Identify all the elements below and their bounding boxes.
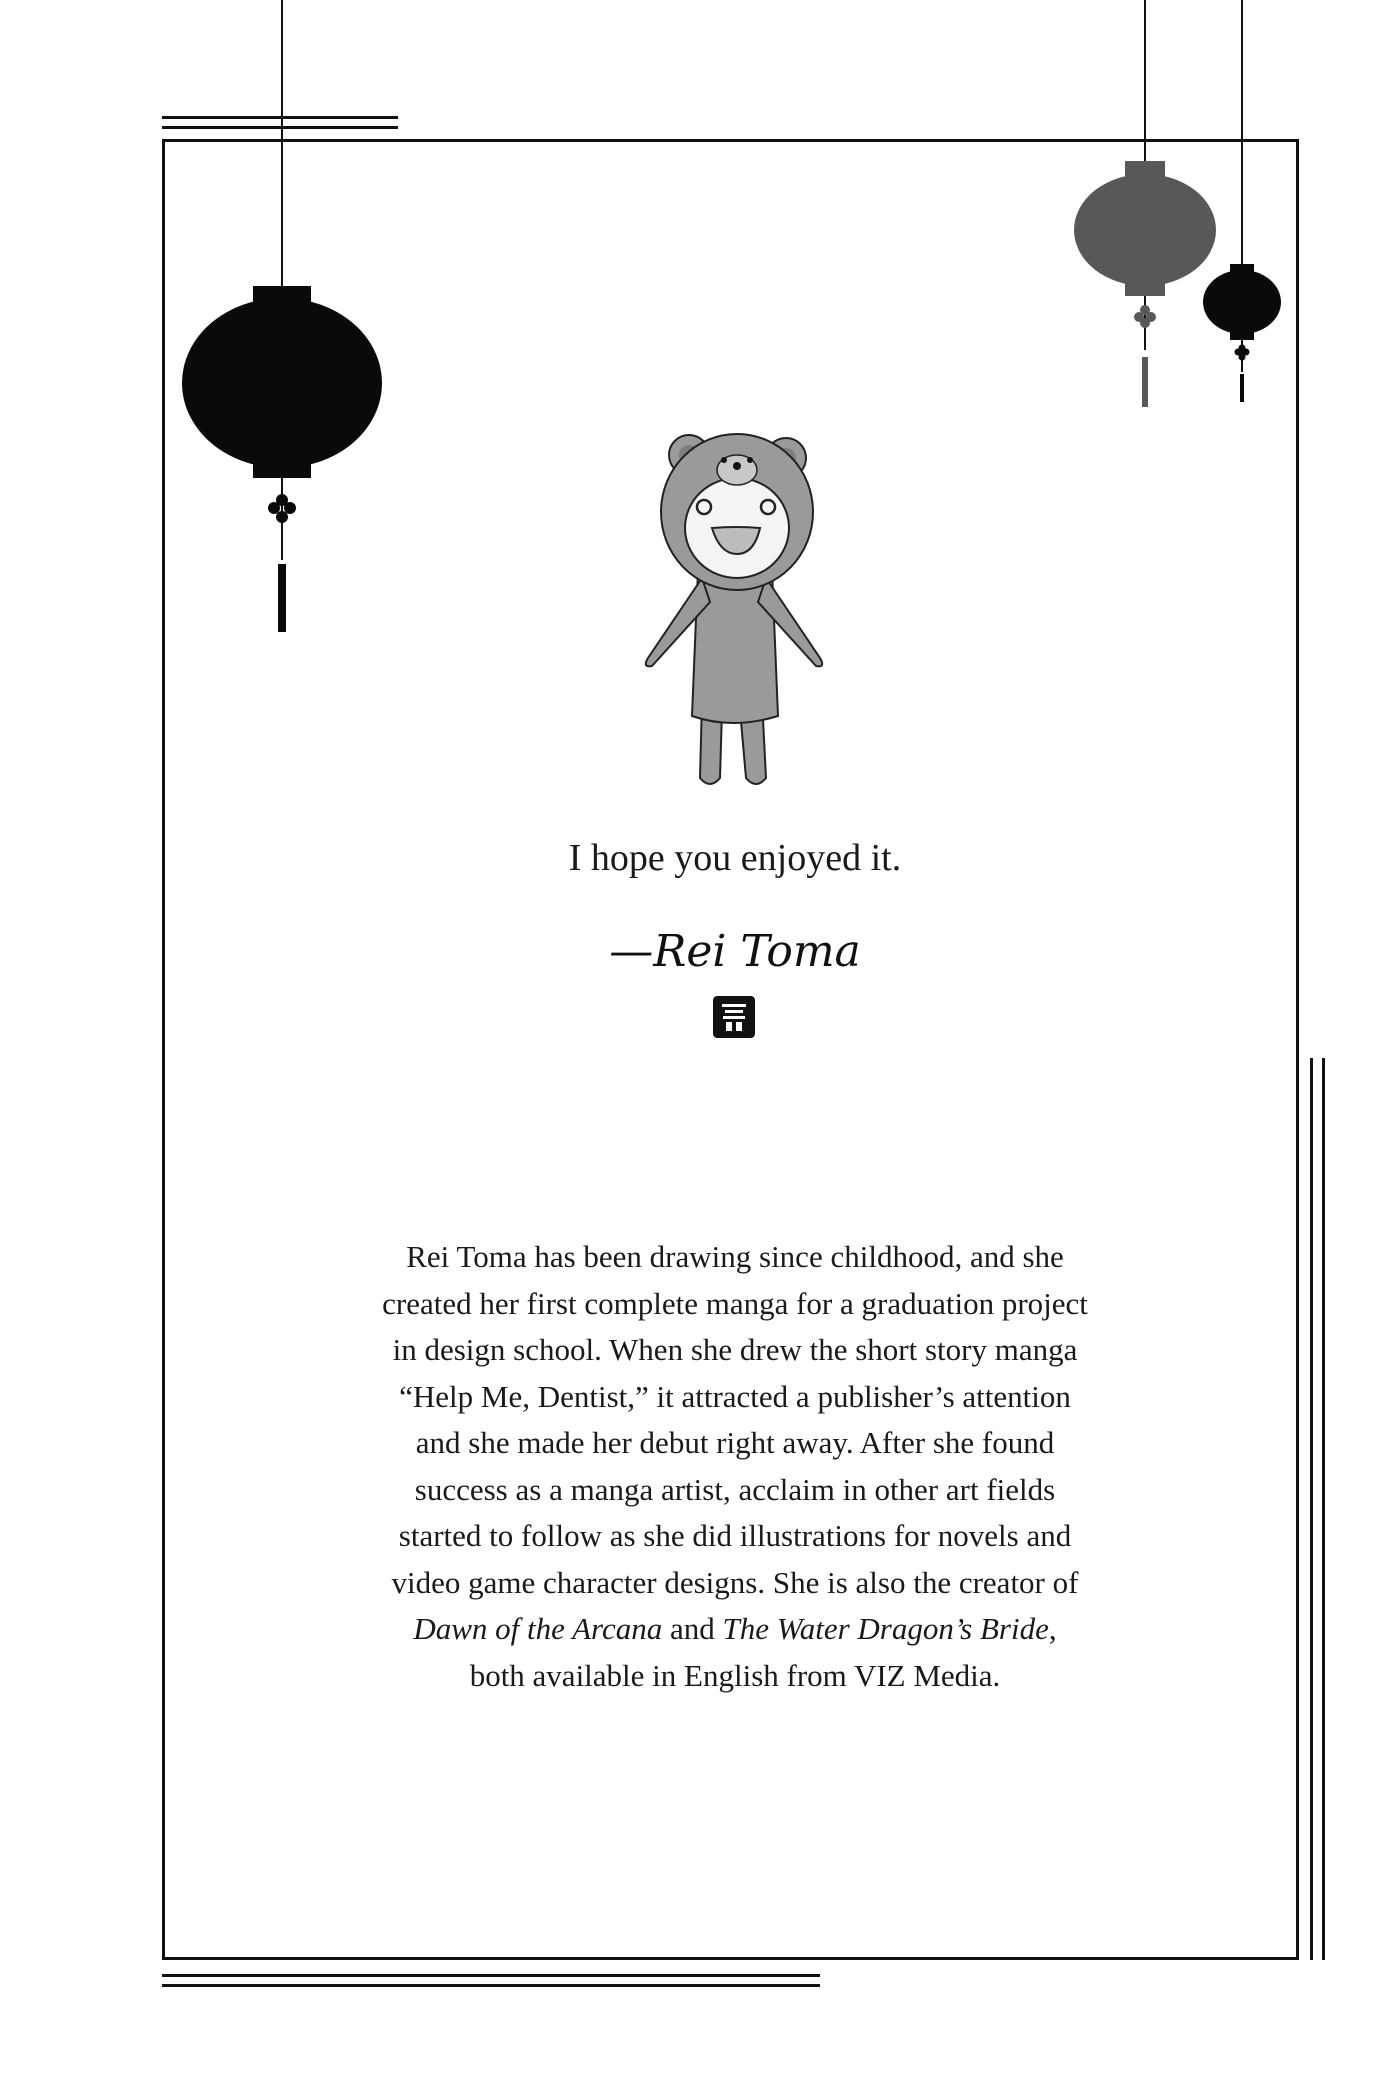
bio-line: both available in English from VIZ Media. [469,1657,1001,1693]
author-bio [330,1234,1140,1699]
bio-connector: and [662,1611,723,1646]
lantern-small-right [1200,0,1284,410]
author-bear-chibi-illustration [640,430,830,790]
seal-stamp [713,996,755,1038]
book-title: The Water Dragon’s Bride [722,1611,1049,1646]
bio-line: Rei Toma has been drawing since childhood, and she [406,1239,1064,1274]
right-vertical-rule [1310,1058,1313,1960]
book-title: Dawn of the Arcana [413,1611,663,1646]
lantern-large-left [180,0,390,640]
bio-line: video game character designs. She is also the creator of [391,1564,1079,1600]
bottom-left-rule [162,1984,820,1987]
bio-line: in design school. When she drew the short story manga [392,1332,1078,1367]
bio-line: started to follow as she did illustrations for novels and [398,1518,1072,1553]
author-signature: —Rei Toma [609,926,861,977]
right-vertical-rule [1322,1058,1325,1960]
closing-quote: I hope you enjoyed it. [568,837,902,879]
bio-line: “Help Me, Dentist,” it attracted a publisher’s attention [399,1378,1071,1414]
bottom-left-rule [162,1974,820,1977]
bio-line [330,1606,1140,1653]
bio-punctuation: , [1048,1611,1057,1646]
bio-line: and she made her debut right away. After she found [415,1425,1055,1460]
lantern-gray-right [1070,0,1220,420]
bio-line: success as a manga artist, acclaim in other art fields [414,1471,1056,1507]
bio-line: created her first complete manga for a graduation project [382,1285,1088,1321]
